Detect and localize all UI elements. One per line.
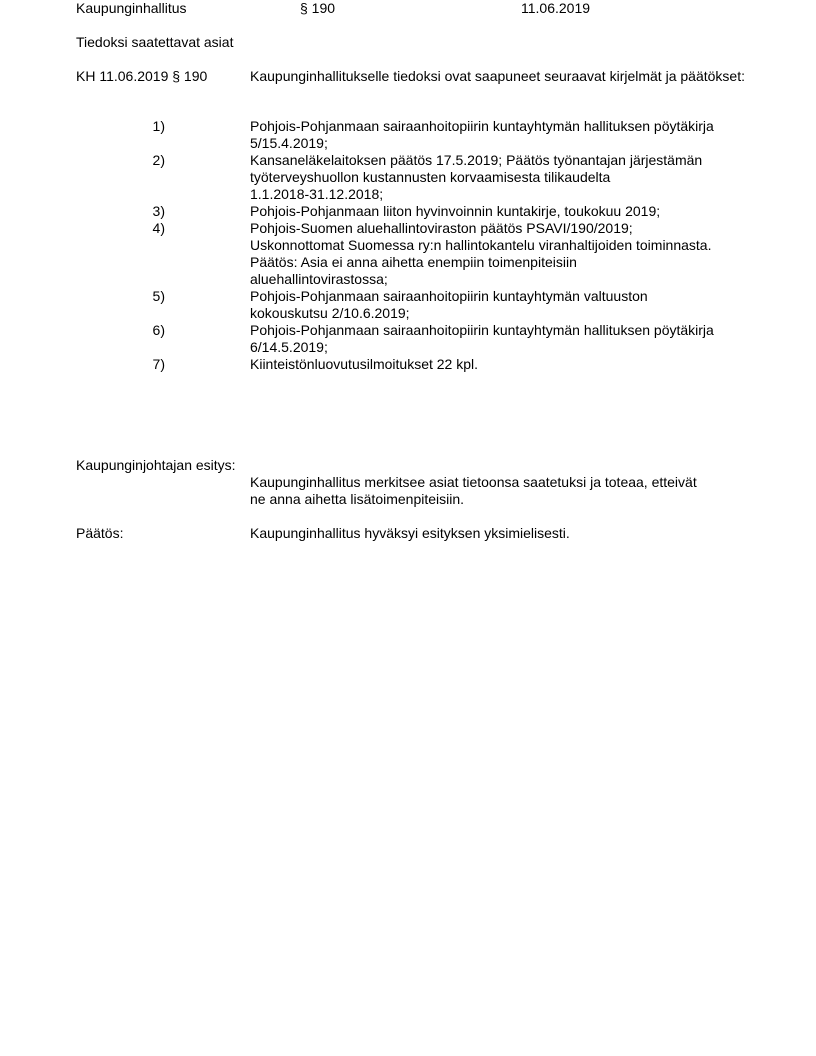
list-item-line: Pohjois-Pohjanmaan liiton hyvinvoinnin kuntakirje, toukokuu 2019;: [250, 203, 661, 219]
list-item-number: 4): [152, 220, 165, 236]
list-item: [250, 288, 750, 322]
header-date: 11.06.2019: [521, 0, 591, 16]
decision-text: Kaupunginhallitus hyväksyi esityksen yksimielisesti.: [250, 525, 570, 541]
list-item-number: 7): [152, 356, 165, 372]
list-item: [250, 118, 750, 152]
list-item-line: Pohjois-Suomen aluehallintoviraston päätös PSAVI/190/2019;: [250, 220, 633, 236]
list-item-line: 1.1.2018-31.12.2018;: [250, 186, 384, 202]
intro-text: Kaupunginhallitukselle tiedoksi ovat saapuneet seuraavat kirjelmät ja päätökset:: [250, 68, 745, 84]
list-item-line: työterveyshuollon kustannusten korvaamisesta tilikaudelta: [250, 169, 611, 185]
list-item-line: Kansaneläkelaitoksen päätös 17.5.2019; Päätös työnantajan järjestämän: [250, 152, 703, 168]
list-item-number: 5): [152, 288, 165, 304]
list-item-line: 5/15.4.2019;: [250, 135, 328, 151]
list-item: [250, 356, 750, 373]
list-item: [250, 203, 750, 220]
list-item-number: 3): [152, 203, 165, 219]
list-item-number: 2): [152, 152, 165, 168]
proposal-label: Kaupunginjohtajan esitys:: [76, 457, 236, 473]
list-item-line: Uskonnottomat Suomessa ry:n hallintokantelu viranhaltijoiden toiminnasta.: [250, 237, 712, 253]
proposal-line: Kaupunginhallitus merkitsee asiat tietoonsa saatetuksi ja toteaa, etteivät: [250, 474, 697, 490]
list-item-line: kokouskutsu 2/10.6.2019;: [250, 305, 410, 321]
list-item: [250, 152, 750, 203]
list-item-line: Pohjois-Pohjanmaan sairaanhoitopiirin kuntayhtymän hallituksen pöytäkirja: [250, 118, 714, 134]
list-item-line: Kiinteistönluovutusilmoitukset 22 kpl.: [250, 356, 479, 372]
list-item-line: Pohjois-Pohjanmaan sairaanhoitopiirin kuntayhtymän valtuuston: [250, 288, 648, 304]
proposal-text: [250, 474, 730, 508]
meeting-reference: KH 11.06.2019 § 190: [76, 68, 208, 84]
list-item-line: 6/14.5.2019;: [250, 339, 328, 355]
list-item-line: Päätös: Asia ei anna aihetta enempiin toimenpiteisiin: [250, 254, 577, 270]
header-organization: Kaupunginhallitus: [76, 0, 187, 16]
list-item: [250, 220, 750, 288]
list-item: [250, 322, 750, 356]
decision-label: Päätös:: [76, 525, 124, 541]
list-item-number: 1): [152, 118, 165, 134]
proposal-line: ne anna aihetta lisätoimenpiteisiin.: [250, 491, 465, 507]
document-title: Tiedoksi saatettavat asiat: [76, 34, 234, 50]
list-item-line: aluehallintovirastossa;: [250, 271, 388, 287]
header-section-number: § 190: [300, 0, 336, 16]
list-item-number: 6): [152, 322, 165, 338]
list-item-line: Pohjois-Pohjanmaan sairaanhoitopiirin kuntayhtymän hallituksen pöytäkirja: [250, 322, 714, 338]
